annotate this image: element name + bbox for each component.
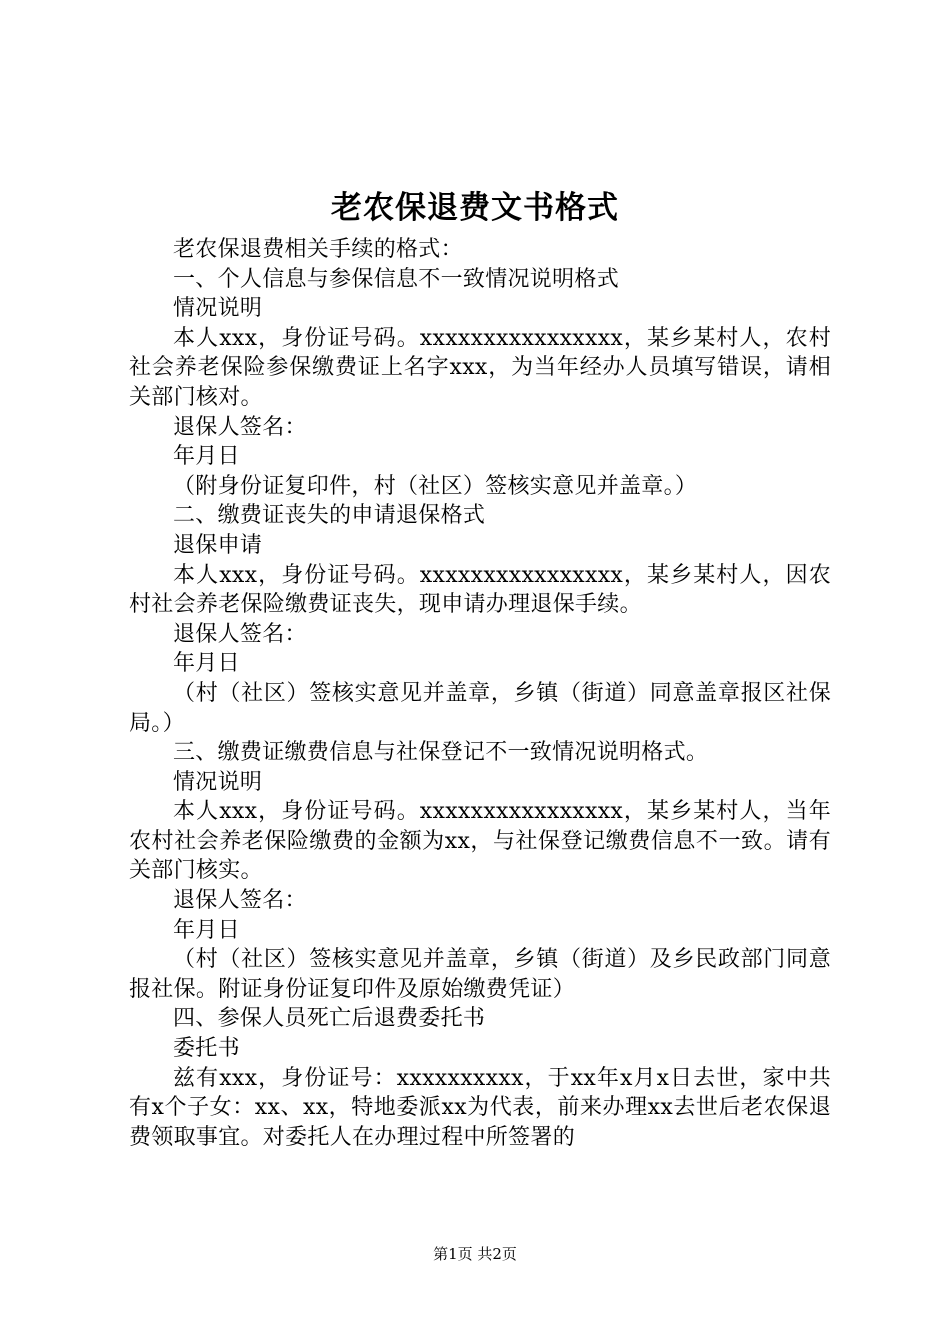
page-number: 第1页 共2页	[433, 1245, 517, 1263]
paragraph: 本人xxx，身份证号码。xxxxxxxxxxxxxxxx，某乡某村人，因农村社会养老保险缴费证丧失，现申请办理退保手续。	[129, 562, 831, 618]
signature-line: 退保人签名：	[173, 621, 307, 647]
document-body	[129, 235, 831, 1152]
signature-line: 退保人签名：	[173, 888, 307, 914]
date-line: 年月日	[173, 917, 240, 943]
document-title: 老农保退费文书格式	[331, 190, 619, 226]
section-heading: 四、参保人员死亡后退费委托书	[173, 1006, 486, 1032]
section-heading: 二、缴费证丧失的申请退保格式	[173, 503, 486, 529]
section-heading: 三、缴费证缴费信息与社保登记不一致情况说明格式。	[173, 740, 709, 766]
form-title: 退保申请	[173, 532, 263, 558]
note-line: （村（社区）签核实意见并盖章，乡镇（街道）同意盖章报区社保局。）	[129, 680, 831, 736]
form-title: 情况说明	[173, 769, 263, 795]
note-line: （村（社区）签核实意见并盖章，乡镇（街道）及乡民政部门同意报社保。附证身份证复印件及原始缴费凭证）	[129, 947, 831, 1002]
paragraph: 本人xxx，身份证号码。xxxxxxxxxxxxxxxx，某乡某村人，当年农村社会养老保险缴费的金额为xx，与社保登记缴费信息不一致。请有关部门核实。	[129, 799, 831, 884]
date-line: 年月日	[173, 651, 240, 677]
date-line: 年月日	[173, 444, 240, 470]
paragraph: 兹有xxx，身份证号：xxxxxxxxxx，于xx年x月x日去世，家中共有x个子女：xx、xx，特地委派xx为代表，前来办理xx去世后老农保退费领取事宜。对委托人在办理过程中所签署的	[129, 1065, 831, 1150]
form-title: 委托书	[173, 1036, 240, 1062]
paragraph: 老农保退费相关手续的格式：	[173, 237, 463, 262]
note-line: （附身份证复印件，村（社区）签核实意见并盖章。）	[173, 473, 698, 499]
section-heading: 一、个人信息与参保信息不一致情况说明格式	[173, 266, 620, 292]
paragraph: 本人xxx，身份证号码。xxxxxxxxxxxxxxxx，某乡某村人，农村社会养老保险参保缴费证上名字xxx，为当年经办人员填写错误，请相关部门核对。	[129, 325, 831, 410]
form-title: 情况说明	[173, 296, 263, 322]
signature-line: 退保人签名：	[173, 414, 307, 440]
